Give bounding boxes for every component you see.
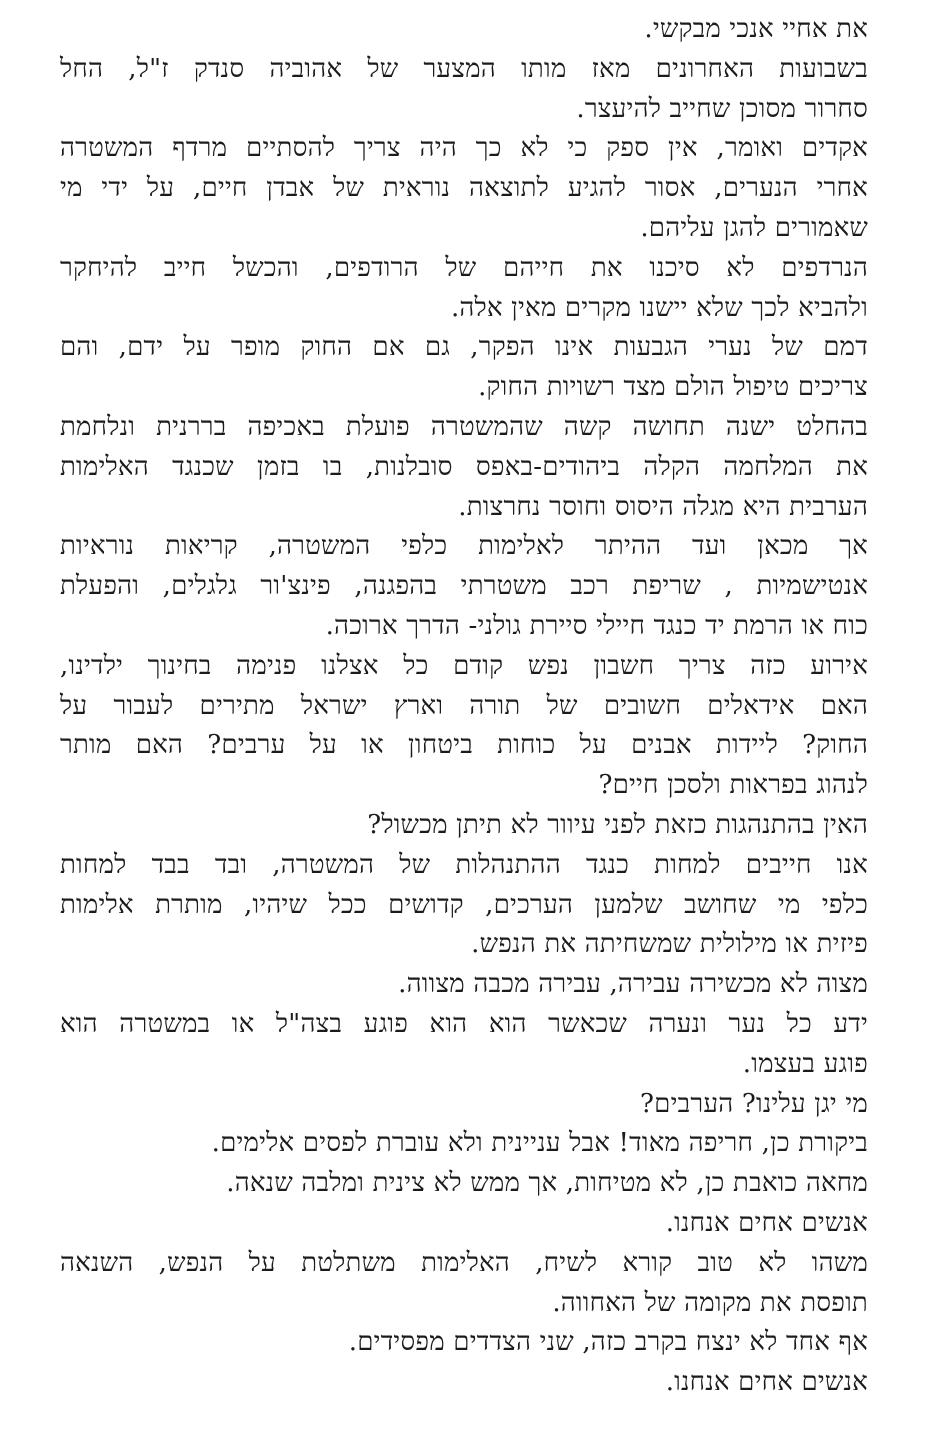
paragraph xyxy=(60,1124,868,1164)
letter-page xyxy=(60,10,868,1403)
text-line: אקדים ואומר, אין ספק כי לא כך היה צריך להסתיים מרדף המשטרה xyxy=(60,133,868,164)
paragraph xyxy=(60,129,868,248)
text-line: תופסת את מקומה של האחווה. xyxy=(552,1287,868,1318)
text-line: האם אידאלים חשובים של תורה וארץ ישראל מתירים לעבור על xyxy=(60,690,868,721)
text-line: משהו לא טוב קורא לשיח, האלימות משתלטת על הנפש, השנאה xyxy=(60,1247,868,1278)
paragraph xyxy=(60,10,868,50)
text-line: אנטישמיות , שריפת רכב משטרתי בהפגנה, פינצ'ור גלגלים, והפעלת xyxy=(60,571,868,602)
paragraph xyxy=(60,965,868,1005)
text-line: ולהביא לכך שלא יישנו מקרים מאין אלה. xyxy=(450,292,868,323)
paragraph xyxy=(60,408,868,527)
paragraph xyxy=(60,328,868,408)
paragraph xyxy=(60,50,868,130)
text-line: בהחלט ישנה תחושה קשה שהמשטרה פועלת באכיפה בררנית ונלחמת xyxy=(60,411,868,442)
text-line: ידע כל נער ונערה שכאשר הוא הוא פוגע בצה"ל או במשטרה הוא xyxy=(60,1008,868,1039)
text-line: את המלחמה הקלה ביהודים-באפס סובלנות, בו בזמן שכנגד האלימות xyxy=(60,451,868,482)
text-line: צריכים טיפול הולם מצד רשויות החוק. xyxy=(478,372,868,403)
paragraph xyxy=(60,1204,868,1244)
text-line: כוח או הרמת יד כנגד חיילי סיירת גולני- הדרך ארוכה. xyxy=(325,610,868,641)
text-line: אחרי הנערים, אסור להגיע לתוצאה נוראית של אבדן חיים, על ידי מי xyxy=(60,173,868,204)
text-line: אך מכאן ועד ההיתר לאלימות כלפי המשטרה, קריאות נוראיות xyxy=(60,531,868,562)
text-line: אנו חייבים למחות כנגד ההתנהלות של המשטרה, ובד בבד למחות xyxy=(60,849,868,880)
paragraph xyxy=(60,249,868,329)
text-line: את אחיי אנכי מבקשי. xyxy=(644,14,868,44)
text-line: אף אחד לא ינצח בקרב כזה, שני הצדדים מפסידים. xyxy=(348,1327,868,1358)
paragraph xyxy=(60,1363,868,1403)
text-line: מצוה לא מכשירה עבירה, עבירה מכבה מצווה. xyxy=(398,969,868,1000)
paragraph xyxy=(60,806,868,846)
paragraph xyxy=(60,1085,868,1125)
text-line: מחאה כואבת כן, לא מטיחות, אך ממש לא צינית ומלבה שנאה. xyxy=(226,1168,868,1199)
text-line: סחרור מסוכן שחייב להיעצר. xyxy=(576,93,868,124)
paragraph xyxy=(60,647,868,806)
text-line: לנהוג בפראות ולסכן חיים? xyxy=(598,770,868,801)
paragraph xyxy=(60,1244,868,1324)
text-line: כלפי מי שחושב שלמען הערכים, קדושים ככל שיהיו, מותרת אלימות xyxy=(60,889,868,920)
paragraph xyxy=(60,1323,868,1363)
text-line: מי יגן עלינו? הערבים? xyxy=(640,1088,868,1119)
paragraph xyxy=(60,527,868,646)
text-line: דמם של נערי הגבעות אינו הפקר, גם אם החוק מופר על ידם, והם xyxy=(60,332,868,363)
text-line: פוגע בעצמו. xyxy=(742,1048,868,1079)
text-line: החוק? ליידות אבנים על כוחות ביטחון או על ערבים? האם מותר xyxy=(60,730,868,761)
paragraph xyxy=(60,846,868,965)
text-line: בשבועות האחרונים מאז מותו המצער של אהוביה סנדק ז"ל, החל xyxy=(60,53,868,84)
text-line: אנשים אחים אנחנו. xyxy=(665,1367,868,1398)
paragraph xyxy=(60,1005,868,1085)
text-line: אנשים אחים אנחנו. xyxy=(665,1207,868,1238)
text-line: האין בהתנהגות כזאת לפני עיוור לא תיתן מכשול? xyxy=(367,809,868,840)
text-line: הנרדפים לא סיכנו את חייהם של הרודפים, והכשל חייב להיחקר xyxy=(60,252,868,283)
text-line: פיזית או מילולית שמשחיתה את הנפש. xyxy=(471,929,868,960)
text-line: שאמורים להגן עליהם. xyxy=(640,212,868,243)
paragraph xyxy=(60,1164,868,1204)
text-line: הערבית היא מגלה היסוס וחוסר נחרצות. xyxy=(458,491,868,522)
text-line: אירוע כזה צריך חשבון נפש קודם כל אצלנו פנימה בחינוך ילדינו, xyxy=(60,650,868,681)
text-line: ביקורת כן, חריפה מאוד! אבל עניינית ולא עוברת לפסים אלימים. xyxy=(211,1128,868,1159)
